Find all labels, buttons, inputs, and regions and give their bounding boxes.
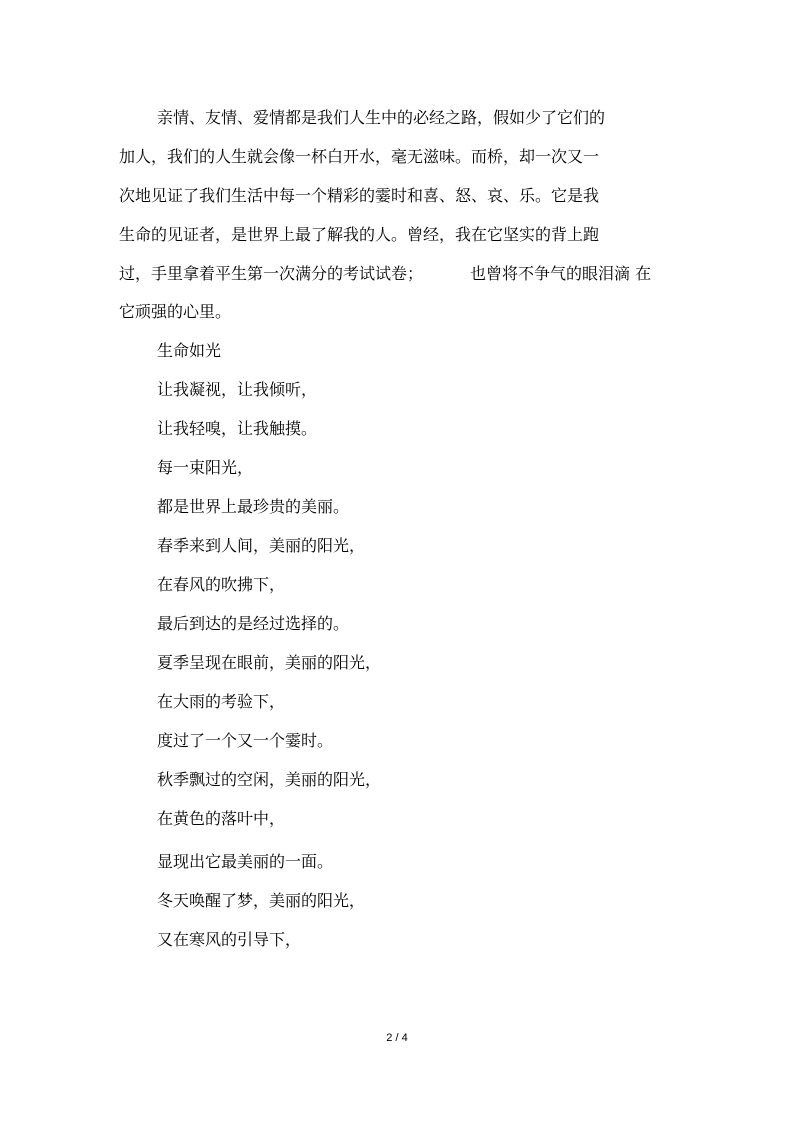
poem-line-2: 让我轻嗅，让我触摸。: [157, 419, 318, 438]
poem-line-13: 显现出它最美丽的一面。: [157, 852, 334, 871]
poem-line-6: 在春风的吹拂下，: [157, 575, 286, 594]
poem-line-4: 都是世界上最珍贵的美丽。: [157, 497, 350, 516]
poem-line-5: 春季来到人间，美丽的阳光，: [157, 536, 366, 555]
prose-line-1: 亲情、友情、爱情都是我们人生中的必经之路，假如少了它们的: [157, 108, 606, 127]
poem-line-11: 秋季飘过的空闲，美丽的阳光，: [157, 770, 382, 789]
page-number: 2 / 4: [386, 1032, 408, 1044]
poem-line-10: 度过了一个又一个霎时。: [157, 731, 334, 750]
poem-line-7: 最后到达的是经过选择的。: [157, 614, 350, 633]
poem-line-15: 又在寒风的引导下，: [157, 930, 302, 949]
poem-line-9: 在大雨的考验下，: [157, 692, 286, 711]
prose-line-2: 加人，我们的人生就会像一杯白开水，毫无滋味。而桥，却一次又一: [119, 147, 600, 166]
poem-line-3: 每一束阳光，: [157, 458, 254, 477]
poem-line-1: 让我凝视，让我倾听，: [157, 380, 318, 399]
prose-line-5: 过，手里拿着平生第一次满分的考试试卷；: [119, 264, 424, 283]
poem-line-12: 在黄色的落叶中，: [157, 809, 286, 828]
prose-line-3: 次地见证了我们生活中每一个精彩的霎时和喜、怒、哀、乐。它是我: [119, 186, 600, 205]
prose-line-5-tail: 也曾将不争气的眼泪滴 在: [470, 264, 652, 283]
prose-line-6: 它顽强的心里。: [119, 302, 232, 321]
prose-line-4: 生命的见证者，是世界上最了解我的人。曾经，我在它坚实的背上跑: [119, 225, 600, 244]
poem-line-14: 冬天唤醒了梦，美丽的阳光，: [157, 891, 366, 910]
poem-title: 生命如光: [157, 341, 222, 360]
poem-line-8: 夏季呈现在眼前，美丽的阳光，: [157, 653, 382, 672]
